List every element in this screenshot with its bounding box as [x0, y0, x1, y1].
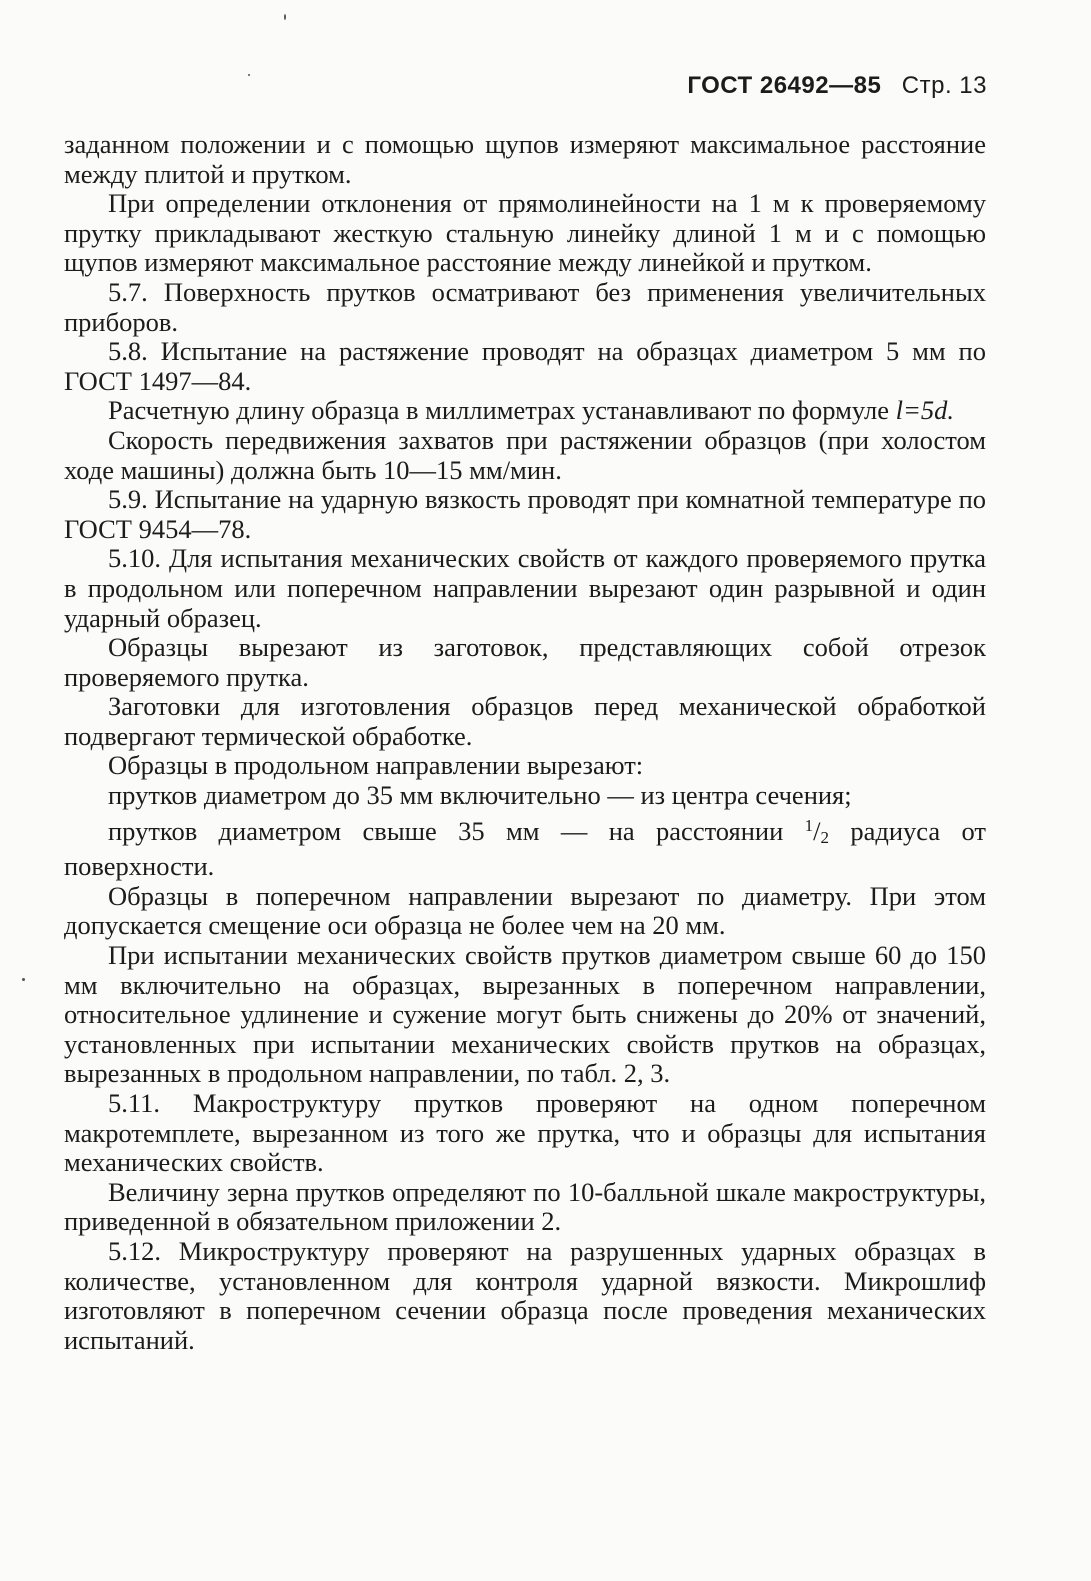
paragraph: заданном положении и с помощью щупов измеряют максимальное расстояние между плитой и прутком. — [64, 129, 986, 189]
page-number: Стр. 13 — [901, 72, 987, 99]
paragraph: Образцы вырезают из заготовок, представляющих собой отрезок проверяемого прутка. — [64, 632, 986, 692]
paragraph: При определении отклонения от прямолинейности на 1 м к проверяемому прутку прикладывают жесткую стальную линейку длиной 1 м и с помощью щупов измеряют максимальное расстояние между линейкой и прутком. — [64, 188, 986, 278]
scan-speck — [284, 14, 286, 20]
paragraph: Образцы в продольном направлении вырезают: — [108, 750, 644, 781]
paragraph: прутков диаметром свыше 35 мм — на расстоянии $^1$/2 радиуса от поверхности. — [64, 815, 986, 882]
standard-number: ГОСТ 26492—85 — [687, 72, 882, 99]
paragraph: Заготовки для изготовления образцов перед механической обработкой подвергают термической обработке. — [64, 691, 986, 751]
paragraph: прутков диаметром до 35 мм включительно — из центра сечения; — [108, 780, 852, 811]
page-header — [687, 72, 987, 100]
paragraph-text: Расчетную длину образца в миллиметрах устанавливают по формуле — [108, 395, 896, 426]
paragraph: 5.8. Испытание на растяжение проводят на образцах диаметром 5 мм по ГОСТ 1497—84. — [64, 336, 986, 396]
formula: l=5d. — [895, 395, 954, 426]
paragraph: 5.9. Испытание на ударную вязкость проводят при комнатной температуре по ГОСТ 9454—78. — [64, 484, 986, 544]
paragraph: 5.11. Макроструктуру прутков проверяют на одном поперечном макротемплете, вырезанном из того же прутка, что и образцы для испытания механических свойств. — [64, 1088, 986, 1178]
paragraph: Величину зерна прутков определяют по 10-балльной шкале макроструктуры, приведенной в обязательном приложении 2. — [64, 1176, 986, 1237]
paragraph: При испытании механических свойств прутков диаметром свыше 60 до 150 мм включительно на образцах, вырезанных в поперечном направлении, относительное удлинение и сужение могут быть снижены до 20% от значений, установленных при испытании механических свойств прутков на образцах, вырезанных в продольном направлении, по табл. 2, 3. — [64, 940, 986, 1089]
paragraph: Образцы в поперечном направлении вырезают по диаметру. При этом допускается смещение оси образца не более чем на 20 мм. — [64, 880, 986, 941]
paragraph-text: прутков диаметром свыше 35 мм — на расстоянии — [108, 815, 805, 846]
paragraph: Скорость передвижения захватов при растяжении образцов (при холостом ходе машины) должна быть 10—15 мм/мин. — [64, 424, 986, 485]
paragraph-text: радиуса от поверхности. — [64, 815, 986, 882]
scan-speck — [248, 74, 250, 76]
document-body — [64, 130, 986, 1355]
fraction-denominator: 2 — [820, 827, 830, 847]
scan-speck — [22, 978, 25, 981]
paragraph: 5.12. Микроструктуру проверяют на разрушенных ударных образцах в количестве, установленном для контроля ударной вязкости. Микрошлиф изготовляют в поперечном сечении образца после проведения механических испытаний. — [64, 1235, 986, 1355]
fraction-numerator: 1 — [804, 815, 814, 835]
paragraph — [64, 396, 986, 426]
paragraph: 5.7. Поверхность прутков осматривают без применения увеличительных приборов. — [64, 276, 986, 337]
paragraph: 5.10. Для испытания механических свойств от каждого проверяемого прутка в продольном или поперечном направлении вырезают один разрывной и один ударный образец. — [64, 543, 986, 633]
